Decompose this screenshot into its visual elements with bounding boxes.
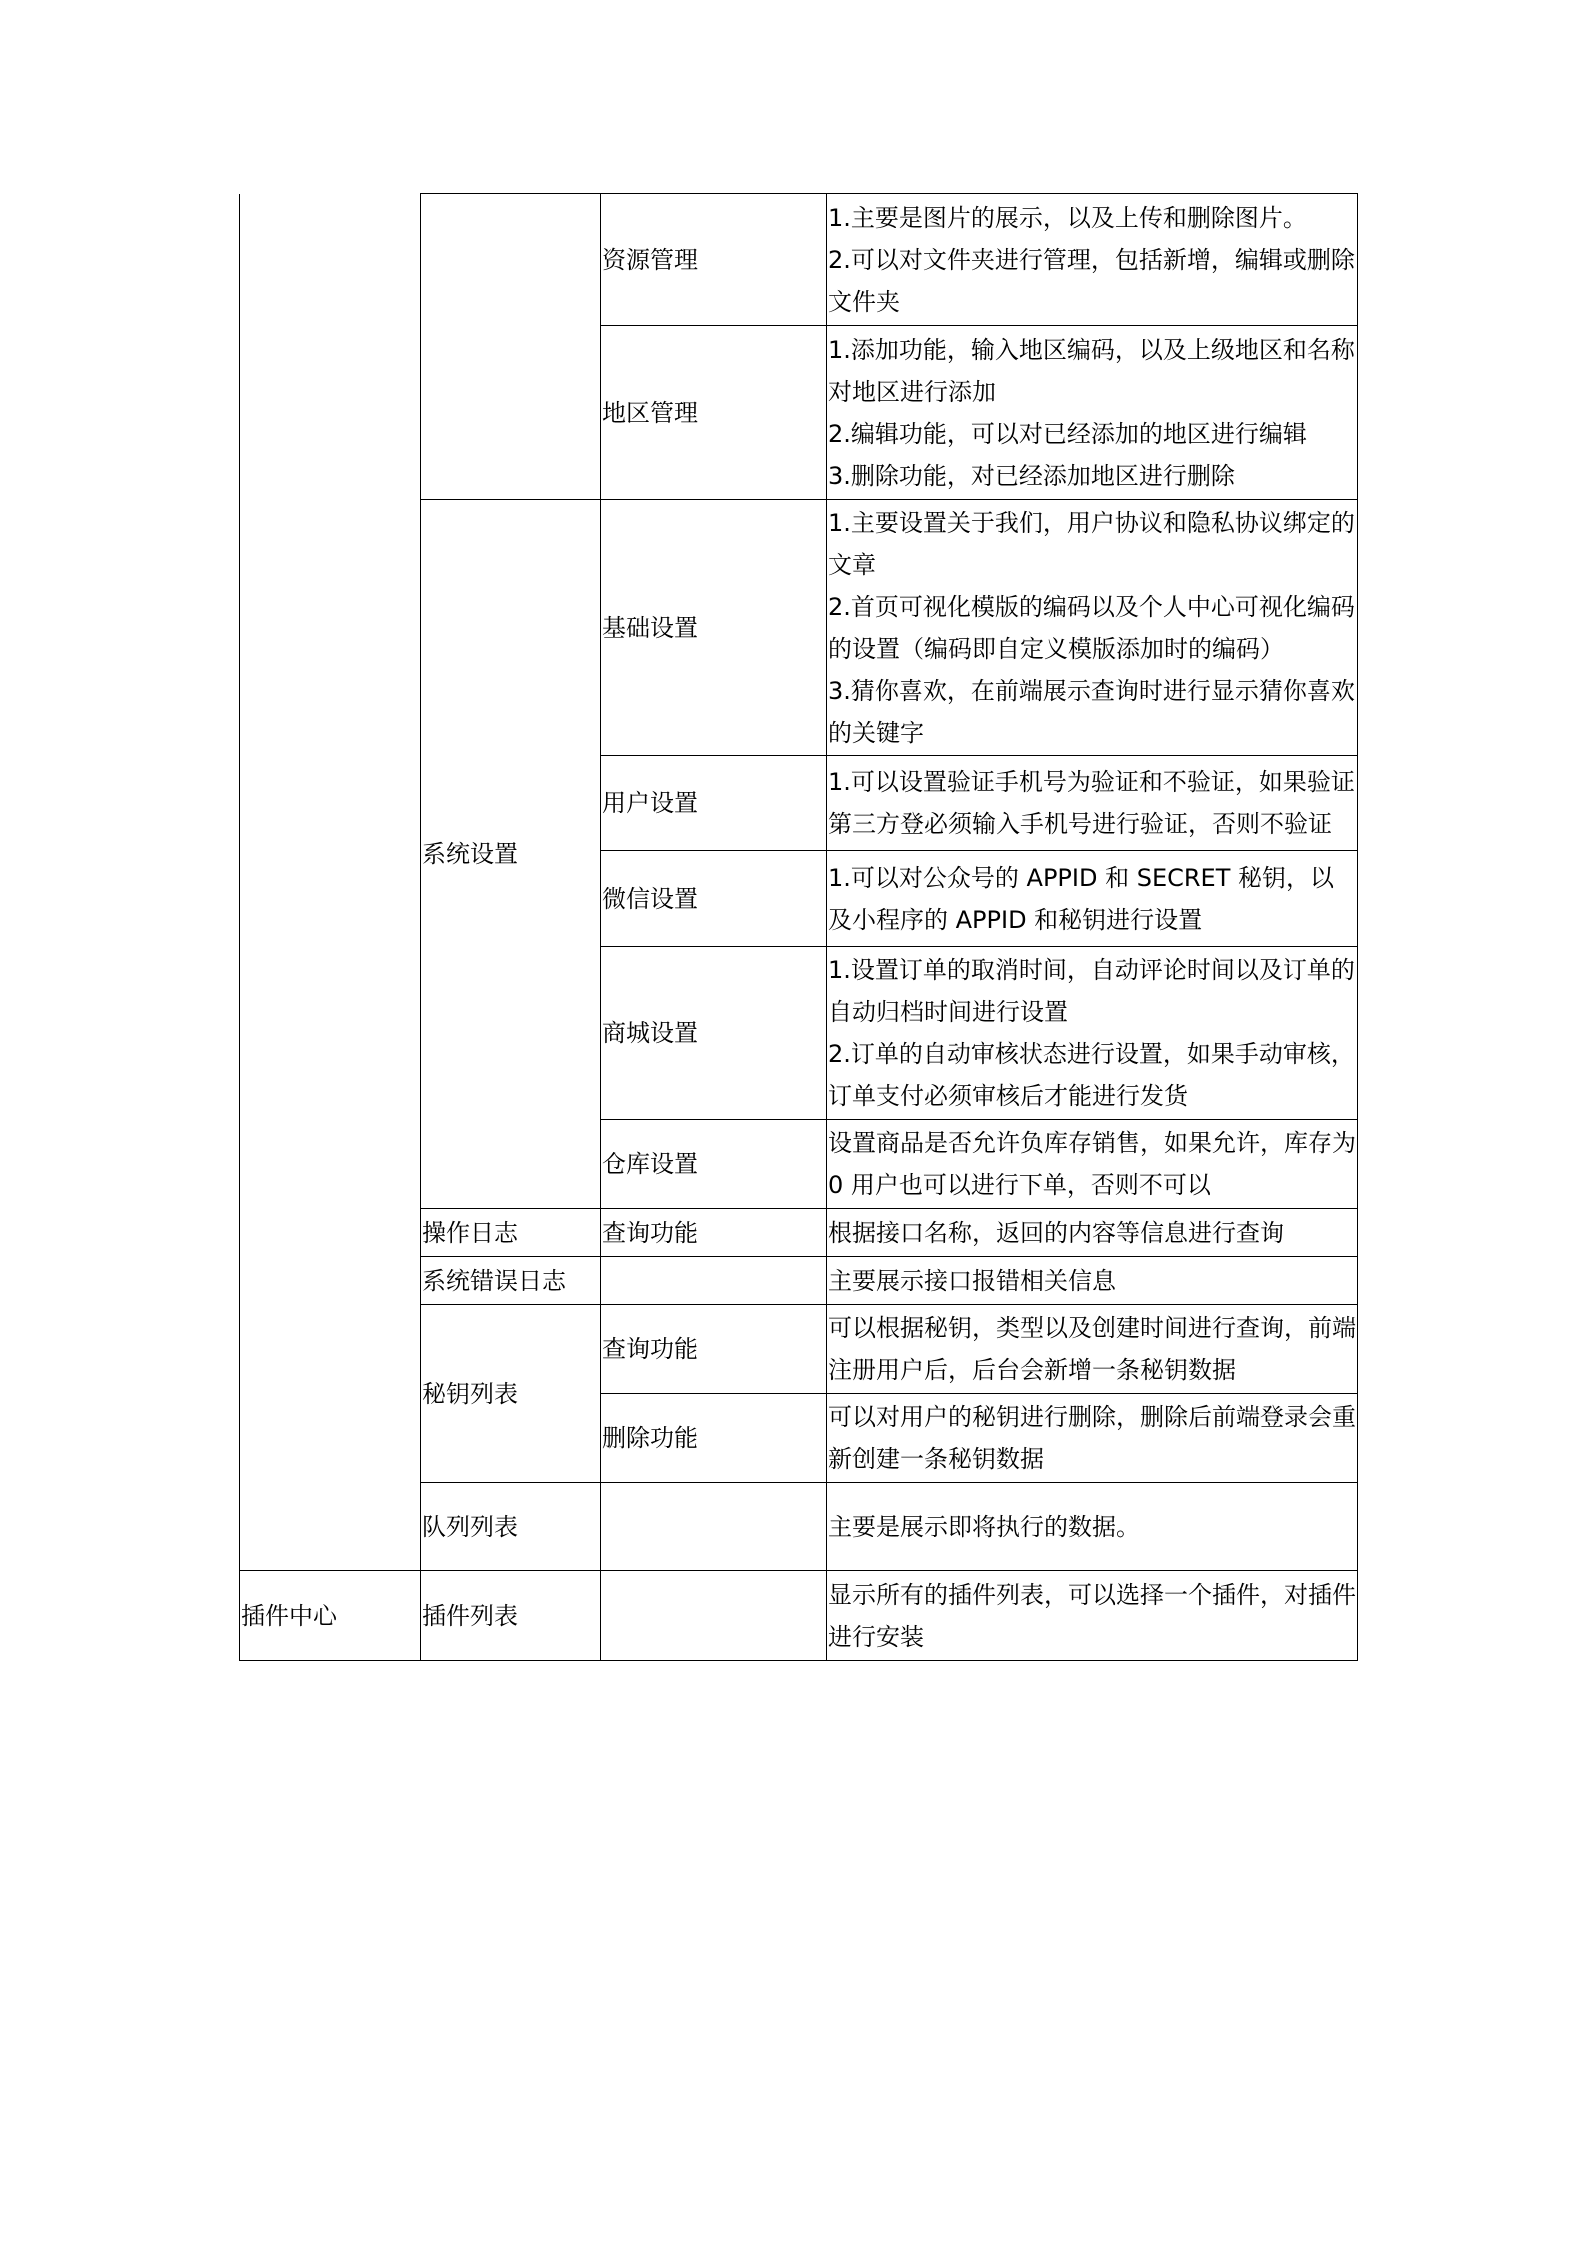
description-cell [827,194,1358,326]
submodule-cell: 插件列表 [421,1571,601,1661]
description-line: 可以根据秘钥，类型以及创建时间进行查询，前端注册用户后，后台会新增一条秘钥数据 [828,1314,1356,1384]
feature-cell [601,1483,827,1571]
description-line: 2.可以对文件夹进行管理，包括新增，编辑或删除文件夹 [828,245,1355,316]
description-cell [827,1209,1358,1257]
submodule-cell: 系统设置 [421,500,601,1209]
table-row [240,1571,1358,1661]
table-row [240,194,1358,326]
feature-cell [601,1257,827,1305]
feature-cell: 资源管理 [601,194,827,326]
module-cell [240,194,421,1571]
feature-cell: 商城设置 [601,947,827,1120]
feature-spec-table [239,193,1358,1661]
description-cell [827,1120,1358,1209]
description-cell [827,1483,1358,1571]
description-cell [827,1571,1358,1661]
description-cell [827,851,1358,947]
feature-cell: 地区管理 [601,326,827,500]
description-line: 主要是展示即将执行的数据。 [828,1512,1140,1541]
submodule-cell [421,194,601,500]
description-cell [827,1257,1358,1305]
module-cell: 插件中心 [240,1571,421,1661]
submodule-cell: 系统错误日志 [421,1257,601,1305]
description-line: 1.设置订单的取消时间，自动评论时间以及订单的自动归档时间进行设置 [828,956,1355,1026]
submodule-cell: 队列列表 [421,1483,601,1571]
description-line: 2.编辑功能，可以对已经添加的地区进行编辑 [828,419,1307,448]
description-cell [827,756,1358,851]
feature-cell: 删除功能 [601,1394,827,1483]
description-cell [827,500,1358,756]
description-cell [827,947,1358,1120]
description-line: 1.可以设置验证手机号为验证和不验证，如果验证第三方登必须输入手机号进行验证，否则不验证 [828,768,1355,838]
description-line: 1.主要设置关于我们，用户协议和隐私协议绑定的文章 [828,508,1355,579]
description-line: 1.添加功能，输入地区编码，以及上级地区和名称对地区进行添加 [828,335,1355,406]
feature-cell [601,1571,827,1661]
description-cell [827,1305,1358,1394]
description-line: 可以对用户的秘钥进行删除，删除后前端登录会重新创建一条秘钥数据 [828,1403,1356,1473]
description-line: 1.主要是图片的展示，以及上传和删除图片。 [828,203,1307,232]
description-cell [827,326,1358,500]
description-cell [827,1394,1358,1483]
description-line: 2.订单的自动审核状态进行设置，如果手动审核，订单支付必须审核后才能进行发货 [828,1040,1355,1110]
description-line: 主要展示接口报错相关信息 [828,1266,1116,1295]
feature-cell: 查询功能 [601,1209,827,1257]
description-line: 3.删除功能，对已经添加地区进行删除 [828,461,1235,490]
description-line: 显示所有的插件列表，可以选择一个插件，对插件进行安装 [828,1580,1356,1651]
description-line: 1.可以对公众号的 APPID 和 SECRET 秘钥，以及小程序的 APPID 和秘钥进行设置 [828,863,1334,934]
description-line: 3.猜你喜欢，在前端展示查询时进行显示猜你喜欢的关键字 [828,676,1355,747]
feature-cell: 仓库设置 [601,1120,827,1209]
feature-cell: 基础设置 [601,500,827,756]
submodule-cell: 操作日志 [421,1209,601,1257]
feature-cell: 微信设置 [601,851,827,947]
feature-cell: 用户设置 [601,756,827,851]
description-line: 设置商品是否允许负库存销售，如果允许，库存为 0 用户也可以进行下单，否则不可以 [828,1129,1356,1199]
description-line: 根据接口名称，返回的内容等信息进行查询 [828,1218,1284,1247]
description-line: 2.首页可视化模版的编码以及个人中心可视化编码的设置（编码即自定义模版添加时的编码） [828,592,1355,663]
submodule-cell: 秘钥列表 [421,1305,601,1483]
feature-cell: 查询功能 [601,1305,827,1394]
